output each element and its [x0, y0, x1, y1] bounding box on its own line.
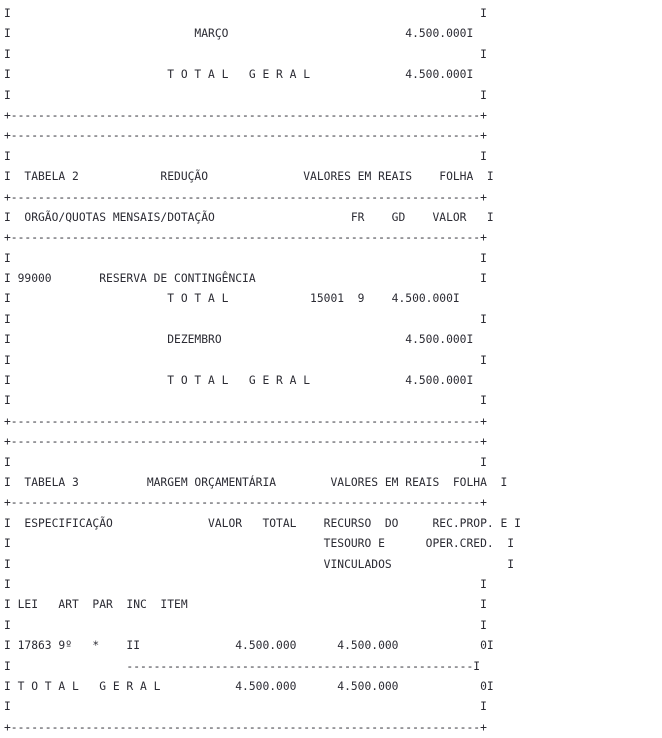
report-line: I T O T A L G E R A L 4.500.000I: [4, 374, 474, 388]
report-line: I I: [4, 577, 487, 591]
report-line: +---------------------------------------------------------------------+: [4, 496, 487, 510]
report-line: I ORGÃO/QUOTAS MENSAIS/DOTAÇÃO FR GD VALOR I: [4, 210, 494, 224]
report-line: I TABELA 2 REDUÇÃO VALORES EM REAIS FOLHA I: [4, 170, 494, 184]
report-line: I 17863 9º * II 4.500.000 4.500.000 0I: [4, 639, 494, 653]
report-line: I I: [4, 455, 487, 469]
report-line: I I: [4, 7, 487, 20]
report-line: I DEZEMBRO 4.500.000I: [4, 333, 474, 347]
report-line: I I: [4, 312, 487, 326]
report-line: I TABELA 3 MARGEM ORÇAMENTÁRIA VALORES EM REAIS FOLHA I: [4, 475, 508, 489]
report-line: I T O T A L G E R A L 4.500.000 4.500.000 0I: [4, 679, 494, 693]
report-line: I VINCULADOS I: [4, 557, 515, 571]
report-line: I T O T A L G E R A L 4.500.000I: [4, 68, 474, 82]
report-line: I I: [4, 149, 487, 163]
report-line: I MARÇO 4.500.000I: [4, 27, 474, 41]
report-line: I I: [4, 251, 487, 265]
report-line: +---------------------------------------------------------------------+: [4, 720, 487, 734]
report-line: +---------------------------------------------------------------------+: [4, 108, 487, 122]
report-line: I T O T A L 15001 9 4.500.000I: [4, 292, 460, 306]
report-line: I I: [4, 47, 487, 61]
report-line: I TESOURO E OPER.CRED. I: [4, 537, 515, 551]
report-line: I 99000 RESERVA DE CONTINGÊNCIA I: [4, 272, 487, 286]
report-line: I LEI ART PAR INC ITEM I: [4, 598, 487, 612]
report-line: +---------------------------------------------------------------------+: [4, 414, 487, 428]
report-line: I I: [4, 700, 487, 714]
report-line: I I: [4, 88, 487, 102]
report-line: +---------------------------------------------------------------------+: [4, 129, 487, 143]
report-line: I I: [4, 618, 487, 632]
report-line: +---------------------------------------------------------------------+: [4, 190, 487, 204]
report-line: I ---------------------------------------------------I: [4, 659, 481, 673]
report-line: +---------------------------------------------------------------------+: [4, 435, 487, 449]
report-line: I I: [4, 353, 487, 367]
report-line: +---------------------------------------------------------------------+: [4, 231, 487, 245]
report-line: I ESPECIFICAÇÃO VALOR TOTAL RECURSO DO REC.PROP. E I: [4, 516, 521, 530]
report-line: I I: [4, 394, 487, 408]
